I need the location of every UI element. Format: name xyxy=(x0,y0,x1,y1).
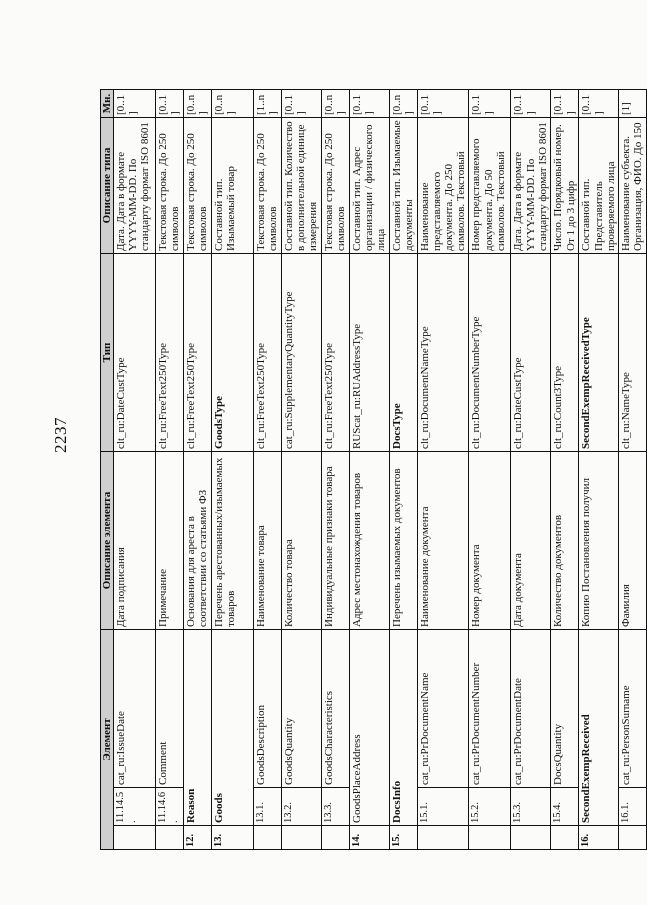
element-name: cat_ru:PrDocumentNumber xyxy=(469,629,511,787)
type-desc: Текстовая строка. До 250 символов xyxy=(254,117,282,253)
element-name: DocsInfo xyxy=(390,629,418,825)
element-desc: Фамилия xyxy=(618,451,646,629)
element-desc: Количество документов xyxy=(551,451,579,629)
multiplicity: [0..1] xyxy=(579,89,618,117)
element-desc: Перечень арестованных/изымаемых товаров xyxy=(212,451,254,629)
element-name: DocsQuantity xyxy=(551,629,579,787)
header-row xyxy=(101,89,114,849)
multiplicity: [1..n] xyxy=(254,89,282,117)
table-row xyxy=(618,89,646,849)
type-desc: Текстовая строка. До 250 символов xyxy=(184,117,212,253)
element-name: GoodsQuantity xyxy=(282,629,322,787)
row-number: 13.3. xyxy=(322,788,350,826)
type-desc: Составной тип. Представитель проверяемого лица xyxy=(579,117,618,253)
type-desc: Число. Порядковый номер. От 1 до 3 цифр xyxy=(551,117,579,253)
row-number: 14. xyxy=(350,826,390,850)
indent-cell xyxy=(322,826,350,850)
element-desc: Дата документа xyxy=(511,451,551,629)
row-number: 13.1. xyxy=(254,788,282,826)
element-type: SecondExempReceivedType xyxy=(579,253,618,451)
table-row xyxy=(156,89,184,849)
type-desc: Текстовая строка. До 250 символов xyxy=(156,117,184,253)
element-name: cat_ru:PrDocumentDate xyxy=(511,629,551,787)
type-desc: Наименование субъекта. Организация, ФИО. До 150 xyxy=(618,117,646,253)
type-desc: Текстовая строка. До 250 символов xyxy=(322,117,350,253)
header-element: Элемент xyxy=(101,629,114,849)
element-desc: Адрес местонахождения товаров xyxy=(350,451,390,629)
element-desc: Примечание xyxy=(156,451,184,629)
indent-cell xyxy=(618,826,646,850)
indent-cell xyxy=(156,826,184,850)
table-row xyxy=(469,89,511,849)
element-type: clt_ru:FreeText250Type xyxy=(322,253,350,451)
row-number: 12. xyxy=(184,826,212,850)
element-name: SecondExempReceived xyxy=(579,629,618,825)
header-multiplicity: Мн. xyxy=(101,89,114,117)
element-name: Comment xyxy=(156,629,184,787)
multiplicity: [0..1] xyxy=(114,89,156,117)
element-desc: Номер документа xyxy=(469,451,511,629)
row-number: 15.3. xyxy=(511,788,551,826)
indent-cell xyxy=(282,826,322,850)
element-type: GoodsType xyxy=(212,253,254,451)
element-name: Goods xyxy=(212,629,254,825)
element-desc: Дата подписания xyxy=(114,451,156,629)
multiplicity: [0..1] xyxy=(350,89,390,117)
row-number: 13.2. xyxy=(282,788,322,826)
row-number: 16.1. xyxy=(618,788,646,826)
element-type: clt_ru:NameType xyxy=(618,253,646,451)
row-number: 11.14.6. xyxy=(156,788,184,826)
table-row xyxy=(212,89,254,849)
row-number: 11.14.5. xyxy=(114,788,156,826)
multiplicity: [0..1] xyxy=(282,89,322,117)
header-element-desc: Описание элемента xyxy=(101,451,114,629)
multiplicity: [0..n] xyxy=(390,89,418,117)
element-type: DocsType xyxy=(390,253,418,451)
indent-cell xyxy=(254,826,282,850)
element-type: clt_ru:DateCustType xyxy=(511,253,551,451)
element-desc: Перечень изымаемых документов xyxy=(390,451,418,629)
type-desc: Дата. Дата в формате YYYY-MM-DD. По стандарту формат ISO 8601 xyxy=(114,117,156,253)
type-desc: Дата. Дата в формате YYYY-MM-DD. По стандарту формат ISO 8601 xyxy=(511,117,551,253)
table-row xyxy=(254,89,282,849)
type-desc: Номер представляемого документа. До 50 символов. Текстовый xyxy=(469,117,511,253)
type-desc: Составной тип. Количество в дополнительной единице измерения xyxy=(282,117,322,253)
element-name: cat_ru:PersonSurname xyxy=(618,629,646,787)
table-row xyxy=(184,89,212,849)
table-row xyxy=(579,89,618,849)
element-desc: Основания для ареста в соответствии со статьями ФЗ xyxy=(184,451,212,629)
element-desc: Количество товара xyxy=(282,451,322,629)
element-desc: Копию Постановления получил xyxy=(579,451,618,629)
element-desc: Наименование товара xyxy=(254,451,282,629)
table-row xyxy=(390,89,418,849)
multiplicity: [0..1] xyxy=(511,89,551,117)
spec-table xyxy=(100,89,647,850)
element-name: Reason xyxy=(184,629,212,825)
element-name: cat_ru:IssueDate xyxy=(114,629,156,787)
type-desc: Наименование представляемого документа. До 250 символов. Текстовый xyxy=(418,117,469,253)
element-type: clt_ru:DateCustType xyxy=(114,253,156,451)
rotated-table-wrapper xyxy=(100,90,644,850)
indent-cell xyxy=(418,826,469,850)
element-name: cat_ru:PrDocumentName xyxy=(418,629,469,787)
multiplicity: [0..1] xyxy=(418,89,469,117)
header-type-desc: Описание типа xyxy=(101,117,114,253)
element-type: clt_ru:DocumentNumberType xyxy=(469,253,511,451)
element-name: GoodsPlaceAddress xyxy=(350,629,390,825)
multiplicity: [0..1] xyxy=(551,89,579,117)
element-type: clt_ru:Count3Type xyxy=(551,253,579,451)
element-type: clt_ru:FreeText250Type xyxy=(156,253,184,451)
indent-cell xyxy=(469,826,511,850)
table-row xyxy=(322,89,350,849)
type-desc: Составной тип. Изымаемый товар xyxy=(212,117,254,253)
element-name: GoodsDescription xyxy=(254,629,282,787)
table-row xyxy=(282,89,322,849)
element-type: RUScat_ru:RUAddressType xyxy=(350,253,390,451)
indent-cell xyxy=(551,826,579,850)
row-number: 15.4. xyxy=(551,788,579,826)
element-name: GoodsCharacteristics xyxy=(322,629,350,787)
multiplicity: [0..n] xyxy=(184,89,212,117)
row-number: 15.1. xyxy=(418,788,469,826)
element-type: clt_ru:FreeText250Type xyxy=(254,253,282,451)
row-number: 15. xyxy=(390,826,418,850)
row-number: 16. xyxy=(579,826,618,850)
table-row xyxy=(350,89,390,849)
page-number: 2237 xyxy=(51,417,70,453)
multiplicity: [0..n] xyxy=(212,89,254,117)
element-type: clt_ru:DocumentNameType xyxy=(418,253,469,451)
multiplicity: [0..n] xyxy=(322,89,350,117)
indent-cell xyxy=(511,826,551,850)
row-number: 13. xyxy=(212,826,254,850)
multiplicity: [0..1] xyxy=(156,89,184,117)
element-type: cat_ru:SupplementaryQuantityType xyxy=(282,253,322,451)
element-desc: Наименование документа xyxy=(418,451,469,629)
table-row xyxy=(114,89,156,849)
type-desc: Составной тип. Адрес организации / физического лица xyxy=(350,117,390,253)
table-row xyxy=(551,89,579,849)
element-desc: Индивидуальные признаки товара xyxy=(322,451,350,629)
header-type: Тип xyxy=(101,253,114,451)
table-row xyxy=(418,89,469,849)
multiplicity: [0..1] xyxy=(469,89,511,117)
type-desc: Составной тип. Изымаемые документы xyxy=(390,117,418,253)
indent-cell xyxy=(114,826,156,850)
element-type: clt_ru:FreeText250Type xyxy=(184,253,212,451)
multiplicity: [1] xyxy=(618,89,646,117)
table-row xyxy=(511,89,551,849)
row-number: 15.2. xyxy=(469,788,511,826)
